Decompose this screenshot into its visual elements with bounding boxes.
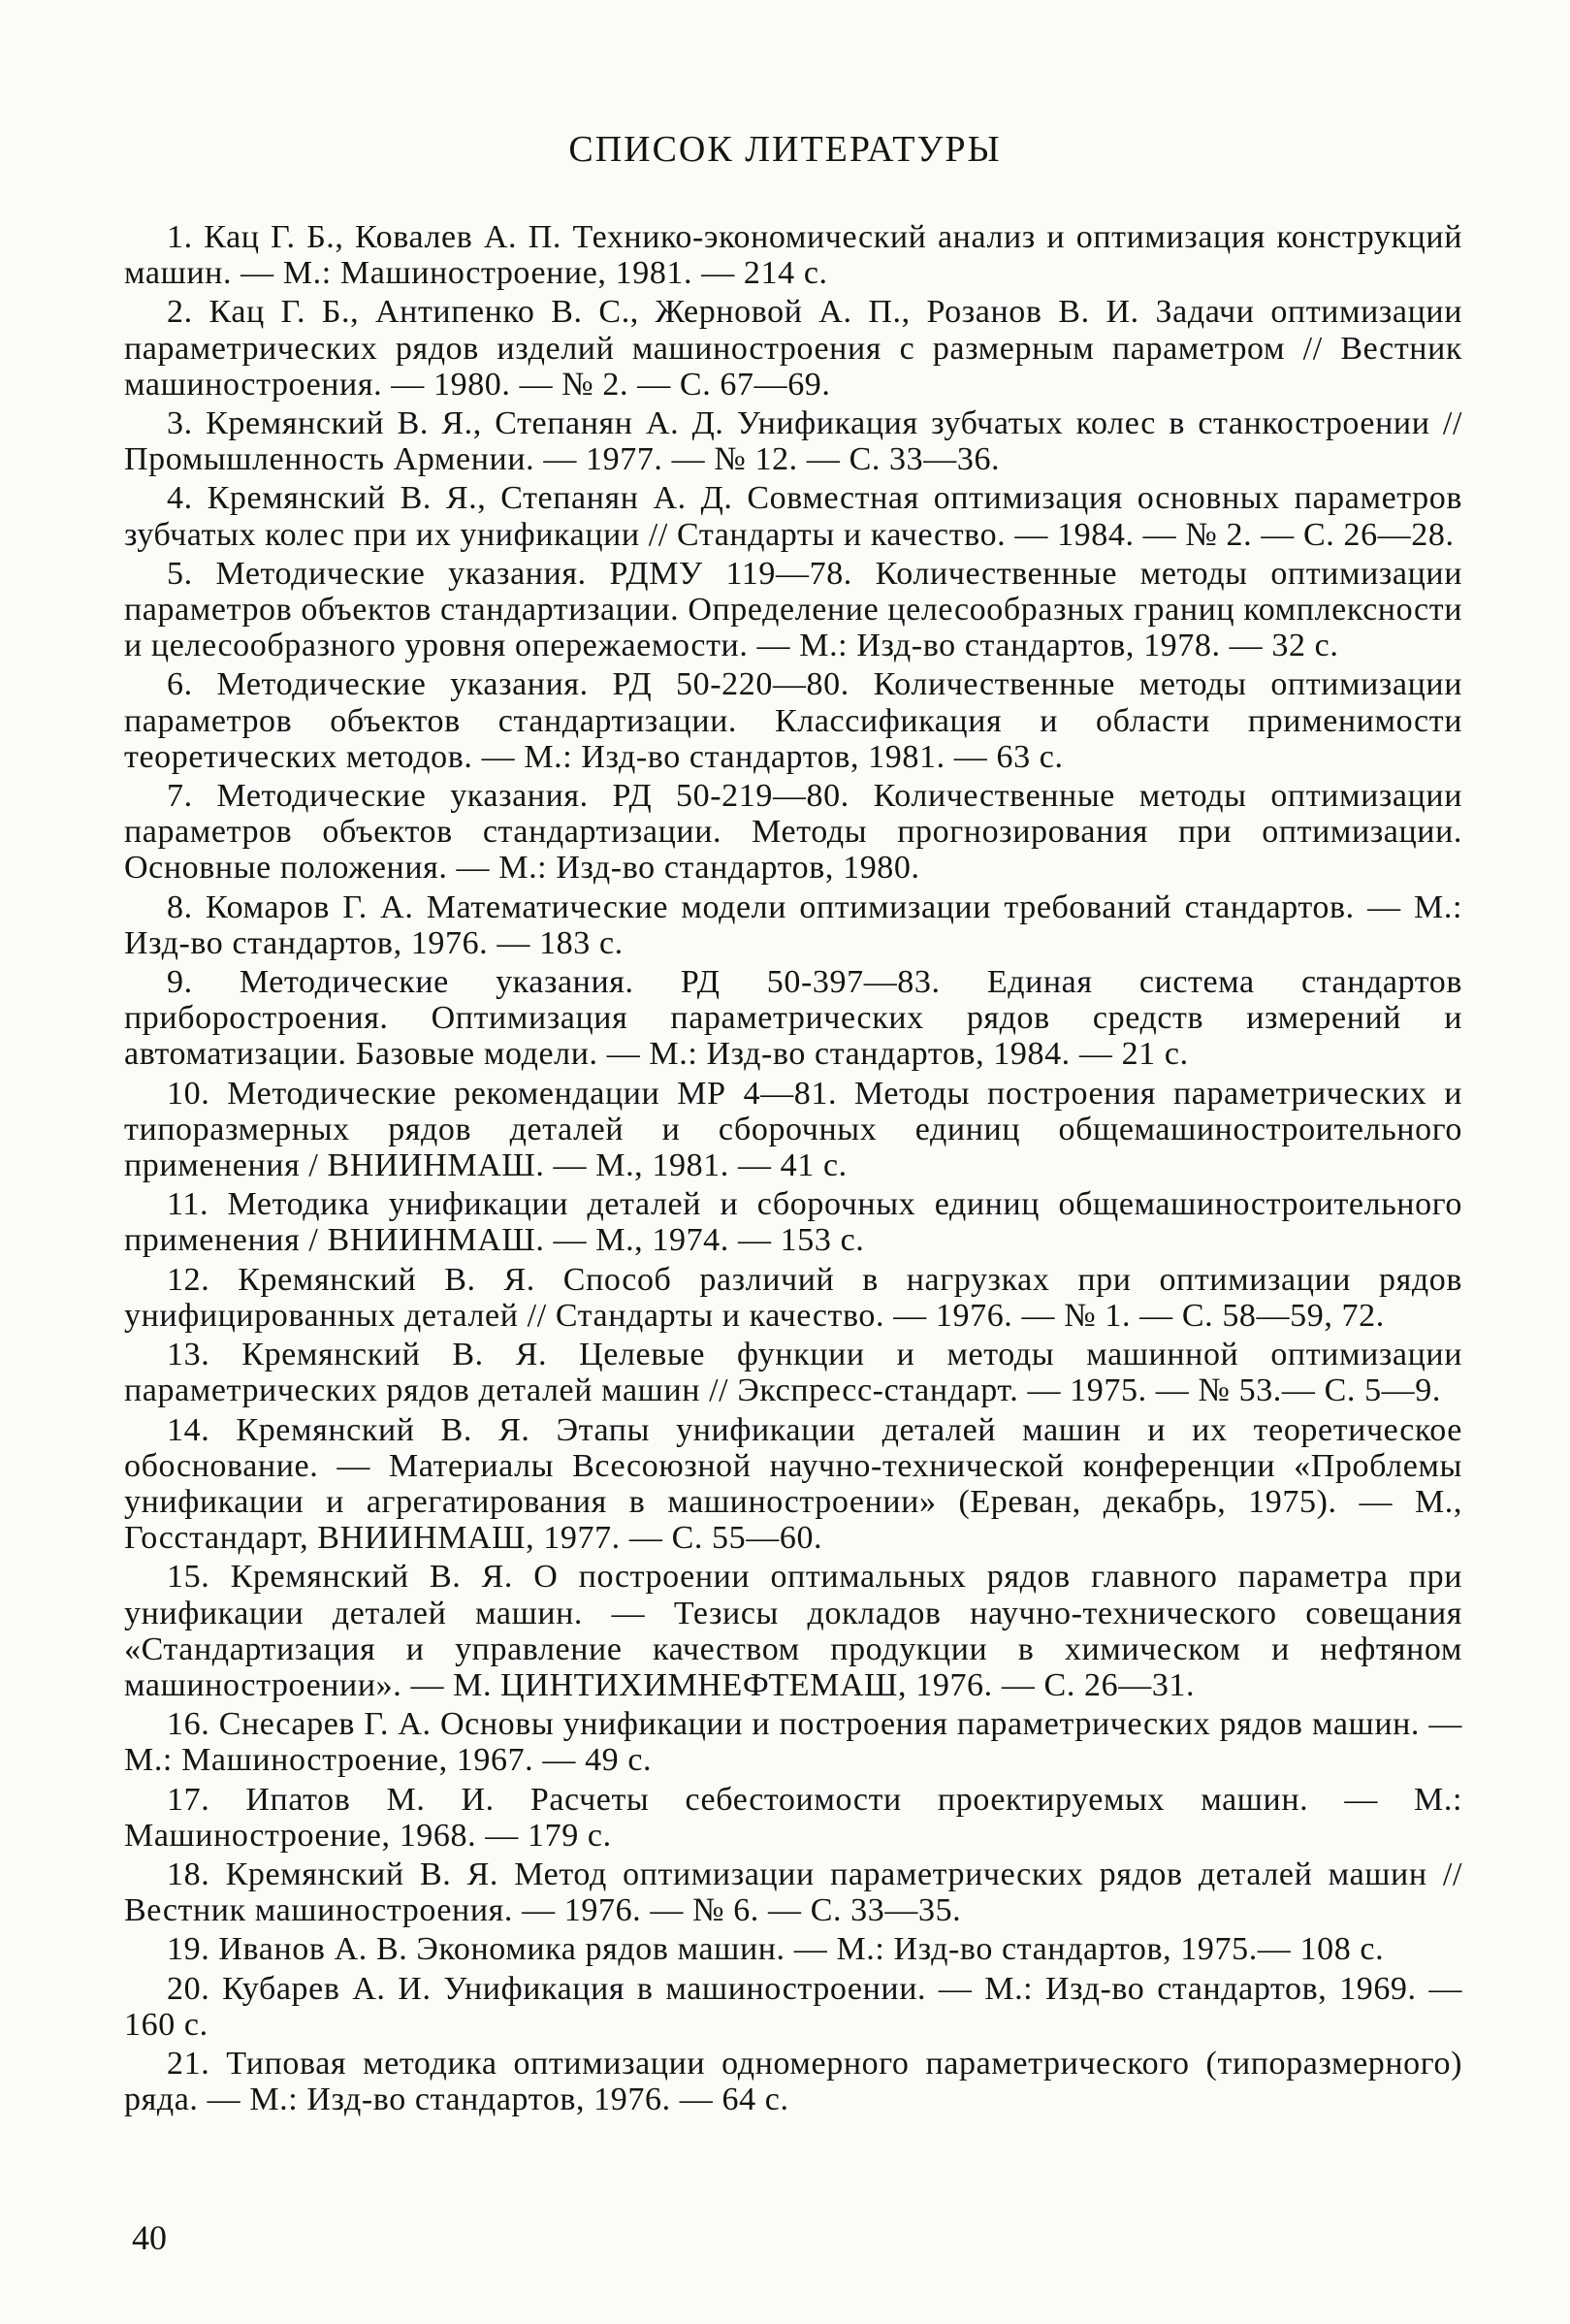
reference-item: 14. Кремянский В. Я. Этапы унификации деталей машин и их теоретическое обоснование. — Материалы Всесоюзной научно-технической конференции «Проблемы унификации и агрегатирования в машиностроении» (Ереван, декабрь, 1975). — М., Госстандарт, ВНИИНМАШ, 1977. — С. 55—60.: [124, 1411, 1462, 1557]
page-title: СПИСОК ЛИТЕРАТУРЫ: [568, 129, 1002, 170]
reference-item: 2. Кац Г. Б., Антипенко В. С., Жерновой А. П., Розанов В. И. Задачи оптимизации параметрических рядов изделий машиностроения с размерным параметром // Вестник машиностроения. — 1980. — № 2. — С. 67—69.: [124, 294, 1462, 403]
reference-item: 15. Кремянский В. Я. О построении оптимальных рядов главного параметра при унификации деталей машин. — Тезисы докладов научно-технического совещания «Стандартизация и управление качеством продукции в химическом и нефтяном машиностроении». — М. ЦИНТИХИМНЕФТЕМАШ, 1976. — С. 26—31.: [124, 1559, 1462, 1703]
reference-item: 17. Ипатов М. И. Расчеты себестоимости проектируемых машин. — М.: Машиностроение, 1968. — 179 с.: [124, 1781, 1462, 1854]
reference-item: 12. Кремянский В. Я. Способ различий в нагрузках при оптимизации рядов унифицированных деталей // Стандарты и качество. — 1976. — № 1. — С. 58—59, 72.: [124, 1261, 1462, 1334]
reference-item: 4. Кремянский В. Я., Степанян А. Д. Совместная оптимизация основных параметров зубчатых колес при их унификации // Стандарты и качество. — 1984. — № 2. — С. 26—28.: [124, 480, 1462, 553]
reference-item: 13. Кремянский В. Я. Целевые функции и методы машинной оптимизации параметрических рядов деталей машин // Экспресс-стандарт. — 1975. — № 53.— С. 5—9.: [124, 1337, 1462, 1409]
reference-list: [124, 219, 1462, 2120]
reference-item: 21. Типовая методика оптимизации одномерного параметрического (типоразмерного) ряда. — М.: Изд-во стандартов, 1976. — 64 с.: [124, 2045, 1462, 2118]
page-number: 40: [132, 2218, 167, 2257]
reference-item: 20. Кубарев А. И. Унификация в машиностроении. — М.: Изд-во стандартов, 1969. — 160 с.: [124, 1970, 1462, 2043]
reference-item: 18. Кремянский В. Я. Метод оптимизации параметрических рядов деталей машин // Вестник машиностроения. — 1976. — № 6. — С. 33—35.: [124, 1856, 1462, 1929]
reference-item: 7. Методические указания. РД 50-219—80. Количественные методы оптимизации параметров объектов стандартизации. Методы прогнозирования при оптимизации. Основные положения. — М.: Изд-во стандартов, 1980.: [124, 778, 1462, 887]
reference-item: 5. Методические указания. РДМУ 119—78. Количественные методы оптимизации параметров объектов стандартизации. Определение целесообразных границ комплексности и целесообразного уровня опережаемости. — М.: Изд-во стандартов, 1978. — 32 с.: [124, 555, 1462, 664]
reference-item: 10. Методические рекомендации МР 4—81. Методы построения параметрических и типоразмерных рядов деталей и сборочных единиц общемашиностроительного применения / ВНИИНМАШ. — М., 1981. — 41 с.: [124, 1075, 1462, 1184]
reference-item: 8. Комаров Г. А. Математические модели оптимизации требований стандартов. — М.: Изд-во стандартов, 1976. — 183 с.: [124, 888, 1462, 961]
reference-item: 9. Методические указания. РД 50-397—83. Единая система стандартов приборостроения. Оптимизация параметрических рядов средств измерений и автоматизации. Базовые модели. — М.: Изд-во стандартов, 1984. — 21 с.: [124, 964, 1462, 1073]
reference-item: 3. Кремянский В. Я., Степанян А. Д. Унификация зубчатых колес в станкостроении // Промышленность Армении. — 1977. — № 12. — С. 33—36.: [124, 405, 1462, 478]
reference-item: 11. Методика унификации деталей и сборочных единиц общемашиностроительного применения / ВНИИНМАШ. — М., 1974. — 153 с.: [124, 1186, 1462, 1259]
reference-item: 19. Иванов А. В. Экономика рядов машин. — М.: Изд-во стандартов, 1975.— 108 с.: [167, 1931, 1385, 1968]
reference-item: 16. Снесарев Г. А. Основы унификации и построения параметрических рядов машин. — М.: Машиностроение, 1967. — 49 с.: [124, 1706, 1462, 1779]
reference-item: 1. Кац Г. Б., Ковалев А. П. Технико-экономический анализ и оптимизация конструкций машин. — М.: Машиностроение, 1981. — 214 с.: [124, 219, 1462, 292]
reference-item: 6. Методические указания. РД 50-220—80. Количественные методы оптимизации параметров объектов стандартизации. Классификация и области применимости теоретических методов. — М.: Изд-во стандартов, 1981. — 63 с.: [124, 666, 1462, 775]
